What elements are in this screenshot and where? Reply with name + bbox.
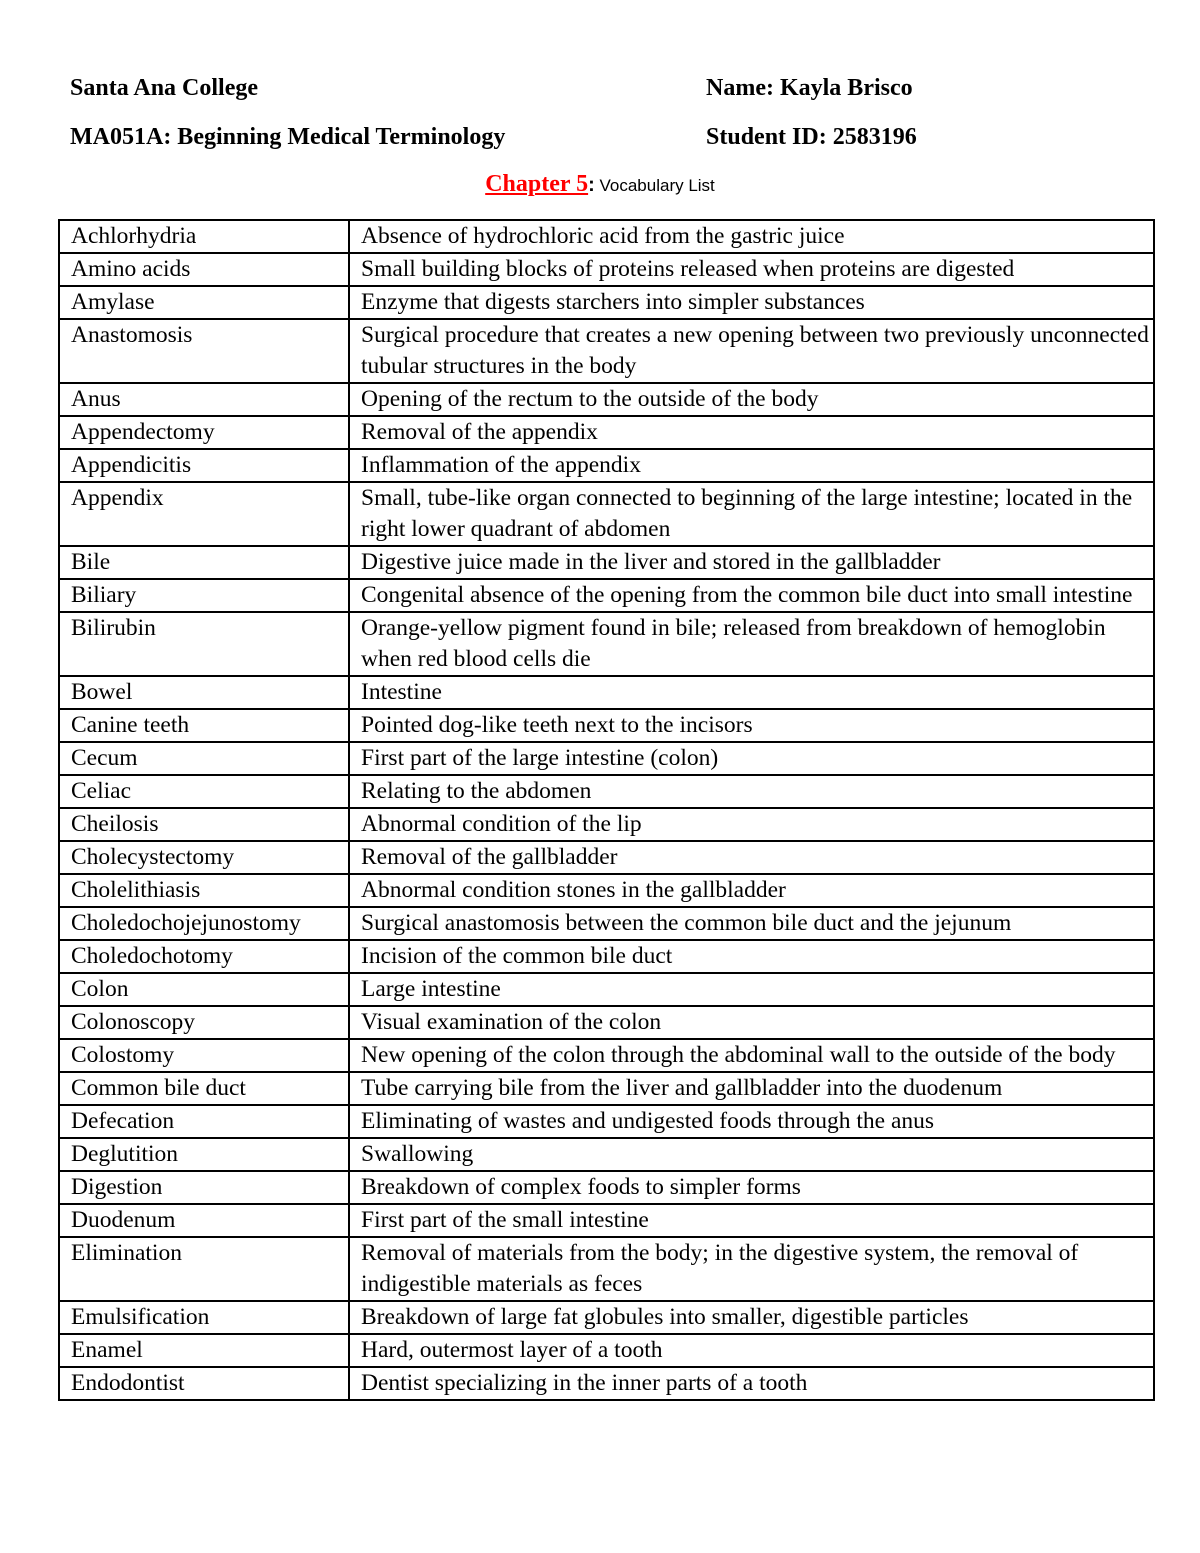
table-row xyxy=(59,907,1154,940)
table-row xyxy=(59,482,1154,546)
vocab-definition: New opening of the colon through the abdominal wall to the outside of the body xyxy=(349,1039,1154,1072)
vocab-definition: Intestine xyxy=(349,676,1154,709)
vocab-term: Colon xyxy=(59,973,349,1006)
vocab-term: Anastomosis xyxy=(59,319,349,383)
table-row xyxy=(59,940,1154,973)
table-row xyxy=(59,1301,1154,1334)
table-row xyxy=(59,1171,1154,1204)
vocab-term: Deglutition xyxy=(59,1138,349,1171)
table-row xyxy=(59,1237,1154,1301)
vocab-definition: Large intestine xyxy=(349,973,1154,1006)
vocab-term: Choledochotomy xyxy=(59,940,349,973)
table-row xyxy=(59,841,1154,874)
vocab-definition: Orange-yellow pigment found in bile; released from breakdown of hemoglobin when red blood cells die xyxy=(349,612,1154,676)
chapter-separator: : xyxy=(588,174,595,196)
vocab-term: Celiac xyxy=(59,775,349,808)
vocab-term: Duodenum xyxy=(59,1204,349,1237)
vocab-definition: Opening of the rectum to the outside of the body xyxy=(349,383,1154,416)
vocabulary-table xyxy=(58,219,1155,1401)
vocab-term: Biliary xyxy=(59,579,349,612)
vocab-definition: Surgical procedure that creates a new opening between two previously unconnected tubular structures in the body xyxy=(349,319,1154,383)
vocab-term: Appendix xyxy=(59,482,349,546)
vocab-term: Endodontist xyxy=(59,1367,349,1400)
vocab-term: Cheilosis xyxy=(59,808,349,841)
vocab-definition: Absence of hydrochloric acid from the gastric juice xyxy=(349,220,1154,253)
vocab-definition: Removal of the appendix xyxy=(349,416,1154,449)
table-row xyxy=(59,220,1154,253)
vocab-definition: Breakdown of complex foods to simpler forms xyxy=(349,1171,1154,1204)
table-row xyxy=(59,775,1154,808)
vocab-term: Canine teeth xyxy=(59,709,349,742)
vocabulary-table-body xyxy=(59,220,1154,1400)
vocab-term: Bilirubin xyxy=(59,612,349,676)
table-row xyxy=(59,579,1154,612)
vocab-term: Bowel xyxy=(59,676,349,709)
table-row xyxy=(59,676,1154,709)
vocab-term: Colonoscopy xyxy=(59,1006,349,1039)
vocab-definition: Hard, outermost layer of a tooth xyxy=(349,1334,1154,1367)
vocab-definition: Tube carrying bile from the liver and gallbladder into the duodenum xyxy=(349,1072,1154,1105)
vocab-term: Enamel xyxy=(59,1334,349,1367)
table-row xyxy=(59,383,1154,416)
vocab-definition: Eliminating of wastes and undigested foods through the anus xyxy=(349,1105,1154,1138)
vocab-term: Amylase xyxy=(59,286,349,319)
table-row xyxy=(59,449,1154,482)
table-row xyxy=(59,1072,1154,1105)
vocab-term: Common bile duct xyxy=(59,1072,349,1105)
vocab-term: Elimination xyxy=(59,1237,349,1301)
vocab-term: Bile xyxy=(59,546,349,579)
table-row xyxy=(59,286,1154,319)
chapter-label: Chapter 5 xyxy=(485,171,589,197)
vocab-definition: Abnormal condition stones in the gallbladder xyxy=(349,874,1154,907)
vocab-term: Cholelithiasis xyxy=(59,874,349,907)
table-row xyxy=(59,1367,1154,1400)
vocab-definition: Relating to the abdomen xyxy=(349,775,1154,808)
vocab-term: Digestion xyxy=(59,1171,349,1204)
student-name: Name: Kayla Brisco xyxy=(706,75,913,101)
vocab-definition: Congenital absence of the opening from the common bile duct into small intestine xyxy=(349,579,1154,612)
vocab-definition: Abnormal condition of the lip xyxy=(349,808,1154,841)
vocab-definition: First part of the large intestine (colon) xyxy=(349,742,1154,775)
table-row xyxy=(59,319,1154,383)
vocab-definition: Inflammation of the appendix xyxy=(349,449,1154,482)
vocab-definition: Small building blocks of proteins released when proteins are digested xyxy=(349,253,1154,286)
table-row xyxy=(59,1105,1154,1138)
vocab-definition: Small, tube-like organ connected to beginning of the large intestine; located in the right lower quadrant of abdomen xyxy=(349,482,1154,546)
course-title: MA051A: Beginning Medical Terminology xyxy=(70,124,506,150)
vocab-definition: Breakdown of large fat globules into smaller, digestible particles xyxy=(349,1301,1154,1334)
vocab-term: Cecum xyxy=(59,742,349,775)
table-row xyxy=(59,612,1154,676)
table-row xyxy=(59,973,1154,1006)
table-row xyxy=(59,742,1154,775)
vocab-term: Emulsification xyxy=(59,1301,349,1334)
vocab-definition: Removal of the gallbladder xyxy=(349,841,1154,874)
vocab-definition: Enzyme that digests starchers into simpler substances xyxy=(349,286,1154,319)
vocab-term: Choledochojejunostomy xyxy=(59,907,349,940)
school-name: Santa Ana College xyxy=(70,75,259,101)
vocab-term: Amino acids xyxy=(59,253,349,286)
table-row xyxy=(59,709,1154,742)
vocab-definition: First part of the small intestine xyxy=(349,1204,1154,1237)
vocab-term: Appendectomy xyxy=(59,416,349,449)
table-row xyxy=(59,808,1154,841)
table-row xyxy=(59,416,1154,449)
vocab-term: Anus xyxy=(59,383,349,416)
vocab-term: Colostomy xyxy=(59,1039,349,1072)
table-row xyxy=(59,1204,1154,1237)
table-row xyxy=(59,1006,1154,1039)
table-row xyxy=(59,546,1154,579)
table-row xyxy=(59,1334,1154,1367)
vocab-term: Appendicitis xyxy=(59,449,349,482)
vocab-definition: Digestive juice made in the liver and stored in the gallbladder xyxy=(349,546,1154,579)
table-row xyxy=(59,253,1154,286)
vocab-definition: Pointed dog-like teeth next to the incisors xyxy=(349,709,1154,742)
vocab-definition: Dentist specializing in the inner parts of a tooth xyxy=(349,1367,1154,1400)
vocab-definition: Surgical anastomosis between the common bile duct and the jejunum xyxy=(349,907,1154,940)
page-title xyxy=(0,171,1200,198)
chapter-subtitle: Vocabulary List xyxy=(594,176,715,195)
vocab-term: Achlorhydria xyxy=(59,220,349,253)
vocab-term: Cholecystectomy xyxy=(59,841,349,874)
student-id: Student ID: 2583196 xyxy=(706,124,917,150)
table-row xyxy=(59,1138,1154,1171)
vocab-definition: Visual examination of the colon xyxy=(349,1006,1154,1039)
vocab-term: Defecation xyxy=(59,1105,349,1138)
vocab-definition: Swallowing xyxy=(349,1138,1154,1171)
vocab-definition: Removal of materials from the body; in the digestive system, the removal of indigestible materials as feces xyxy=(349,1237,1154,1301)
vocab-definition: Incision of the common bile duct xyxy=(349,940,1154,973)
table-row xyxy=(59,874,1154,907)
table-row xyxy=(59,1039,1154,1072)
